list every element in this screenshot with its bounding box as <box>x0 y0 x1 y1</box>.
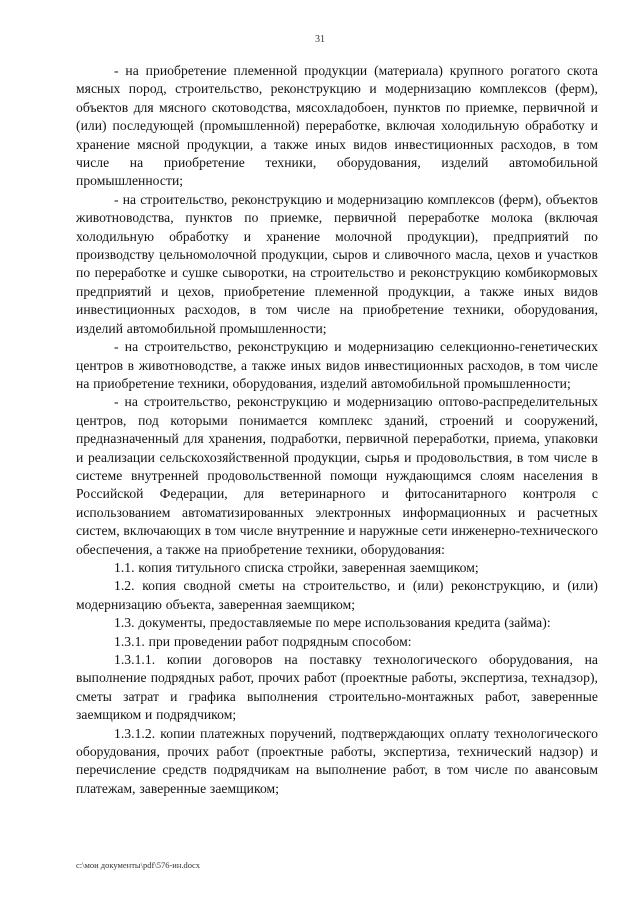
document-body <box>76 62 598 798</box>
paragraph-breeding-centers: - на строительство, реконструкцию и модернизацию селекционно-генетических центров в животноводстве, а также иных видов инвестиционных расходов, в том числе на приобретение техники, оборудования, изделий автомобильной промышленности; <box>76 339 598 391</box>
paragraph-1-1: 1.1. копия титульного списка стройки, заверенная заемщиком; <box>114 559 479 575</box>
paragraph-meat-cattle: - на приобретение племенной продукции (материала) крупного рогатого скота мясных пород, строительство, реконструкцию и модернизацию комплексов (ферм), объектов для мясного скотоводства, мясохладобоен, пунктов по приемке, первичной и (или) последующей (промышленной) переработке, включая холодильную обработку и хранение мясной продукции, а также иных видов инвестиционных расходов, в том числе на приобретение техники, оборудования, изделий автомобильной промышленности; <box>76 63 598 189</box>
paragraph-1-3-1: 1.3.1. при проведении работ подрядным способом: <box>114 633 412 649</box>
paragraph-1-2: 1.2. копия сводной сметы на строительство, и (или) реконструкцию, и (или) модернизацию объекта, заверенная заемщиком; <box>76 578 598 612</box>
paragraph-dairy: - на строительство, реконструкцию и модернизацию комплексов (ферм), объектов животноводства, пунктов по приемке, первичной переработке молока (включая холодильную обработку и хранение молочной продукции), предприятий по производству цельномолочной продукции, сыров и сливочного масла, цехов и участков по переработке и сушке сыворотки, на строительство и реконструкцию комбикормовых предприятий и цехов, приобретение племенной продукции, а также иных видов инвестиционных расходов, в том числе на приобретение техники, оборудования, изделий автомобильной промышленности; <box>76 191 598 336</box>
footer-file-path: c:\мои документы\pdf\576-ин.docx <box>76 860 201 870</box>
paragraph-1-3-1-2: 1.3.1.2. копии платежных поручений, подтверждающих оплату технологического оборудования, прочих работ (проектные работы, экспертиза, технический надзор) и перечисление средств подрядчикам на выполнение работ, в том числе по авансовым платежам, заверенные заемщиком; <box>76 725 598 796</box>
page-number: 31 <box>315 34 325 45</box>
paragraph-1-3: 1.3. документы, предоставляемые по мере использования кредита (займа): <box>114 615 551 631</box>
paragraph-1-3-1-1: 1.3.1.1. копии договоров на поставку технологического оборудования, на выполнение подрядных работ, прочих работ (проектные работы, экспертиза, технадзор), сметы затрат и графика выполнения строительно-монтажных работ, заверенные заемщиком и подрядчиком; <box>76 652 598 723</box>
paragraph-wholesale-centers: - на строительство, реконструкцию и модернизацию оптово-распределительных центров, под которыми понимается комплекс зданий, строений и сооружений, предназначенный для хранения, подработки, первичной переработки, приема, упаковки и реализации сельскохозяйственной продукции, сырья и продовольствия, в том числе в системе внутренней продовольственной помощи нуждающимся слоям населения в Российской Федерации, для ветеринарного и фитосанитарного контроля с использованием автоматизированных электронных информационных и расчетных систем, включающих в том числе внутренние и наружные сети инженерно-технического обеспечения, а также на приобретение техники, оборудования: <box>76 394 598 557</box>
